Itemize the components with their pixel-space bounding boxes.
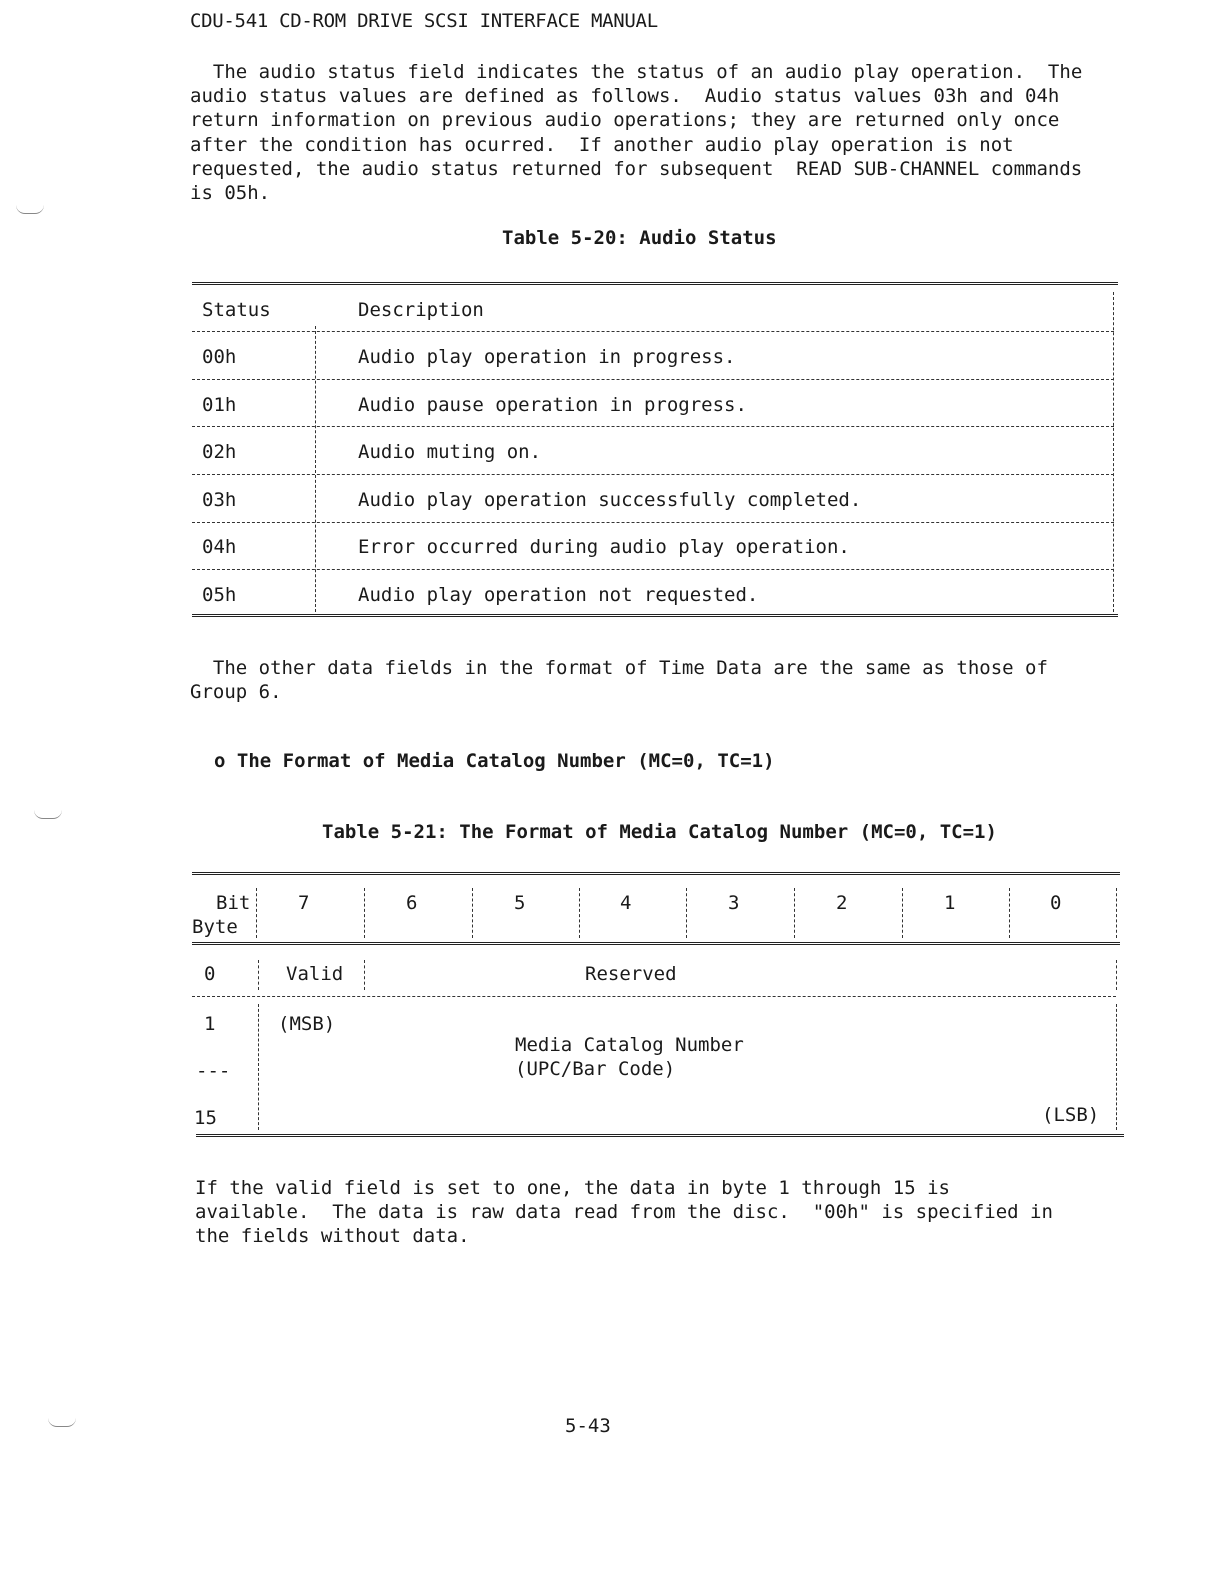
byte-divider [258,960,259,990]
header-divider [472,888,473,938]
header-divider [256,888,257,938]
valid-field: Valid [286,963,344,985]
row-divider [192,996,1116,997]
valid-divider [364,960,365,990]
table-bottom-rule [192,614,1118,620]
table-row-desc: Audio play operation successfully completed. [358,489,862,511]
valid-field-paragraph: If the valid field is set to one, the data in byte 1 through 15 is available. The data is raw data read from the disc. "00h" is specified in the fields without data. [195,1177,1053,1248]
bit-label: Bit [216,892,251,914]
header-description: Description [358,299,484,321]
table-row-desc: Audio play operation not requested. [358,584,759,606]
page-header: CDU-541 CD-ROM DRIVE SCSI INTERFACE MANUAL [190,10,658,32]
binder-mark [48,1418,76,1427]
audio-status-table [192,282,1118,622]
row-divider [192,331,1114,332]
bit-3: 3 [728,892,740,914]
byte-divider [258,1004,259,1130]
header-divider [902,888,903,938]
time-data-paragraph: The other data fields in the format of Time Data are the same as those of Group 6. [190,657,1048,704]
audio-status-paragraph: The audio status field indicates the status of an audio play operation. The audio status values are defined as follows. Audio status values 03h and 04h return information on previous audio operations; they are returned only once after the condition has ocurred. If another audio play operation is not requested, the audio status returned for subsequent READ SUB-CHANNEL commands is 05h. [190,61,1083,205]
row-divider [192,426,1114,427]
byte-0: 0 [204,963,216,985]
byte-15: 15 [194,1107,217,1129]
right-border [1113,292,1114,612]
table-row-desc: Audio play operation in progress. [358,346,736,368]
row-divider [192,522,1114,523]
reserved-field: Reserved [585,963,677,985]
header-divider [364,888,365,938]
header-divider [794,888,795,938]
row-divider [192,379,1114,380]
byte-range-dash: --- [196,1060,231,1082]
binder-mark [16,205,44,214]
table-top-rule [192,282,1118,288]
table-5-21-caption: Table 5-21: The Format of Media Catalog Number (MC=0, TC=1) [322,821,997,843]
table-row-desc: Audio pause operation in progress. [358,394,747,416]
header-divider [1116,888,1117,938]
bit-5: 5 [514,892,526,914]
table-row-status: 01h [202,394,237,416]
byte-1: 1 [204,1013,216,1035]
header-divider [1009,888,1010,938]
bit-0: 0 [1050,892,1062,914]
header-bottom-rule [192,942,1120,948]
bit-2: 2 [836,892,848,914]
table-row-status: 02h [202,441,237,463]
upc-label: (UPC/Bar Code) [515,1058,676,1080]
bit-6: 6 [406,892,418,914]
table-row-status: 04h [202,536,237,558]
table-row-desc: Error occurred during audio play operation. [358,536,850,558]
header-divider [579,888,580,938]
msb-label: (MSB) [278,1013,336,1035]
byte-label: Byte [192,916,238,938]
table-top-rule [192,872,1120,878]
table-row-desc: Audio muting on. [358,441,542,463]
row-divider [192,474,1114,475]
right-border [1116,960,1117,990]
media-catalog-table [192,872,1122,1144]
mcn-label: Media Catalog Number [515,1034,744,1056]
table-row-status: 03h [202,489,237,511]
bit-4: 4 [620,892,632,914]
table-row-status: 05h [202,584,237,606]
table-5-20-caption: Table 5-20: Audio Status [502,227,777,249]
row-divider [192,569,1114,570]
table-row-status: 00h [202,346,237,368]
header-status: Status [202,299,271,321]
header-divider [686,888,687,938]
section-bullet: o The Format of Media Catalog Number (MC=0, TC=1) [214,750,775,772]
right-border [1116,1004,1117,1130]
bit-7: 7 [298,892,310,914]
table-bottom-rule [196,1134,1124,1140]
binder-mark [34,810,62,819]
lsb-label: (LSB) [1042,1104,1100,1126]
bit-1: 1 [944,892,956,914]
page-number: 5-43 [565,1415,611,1437]
